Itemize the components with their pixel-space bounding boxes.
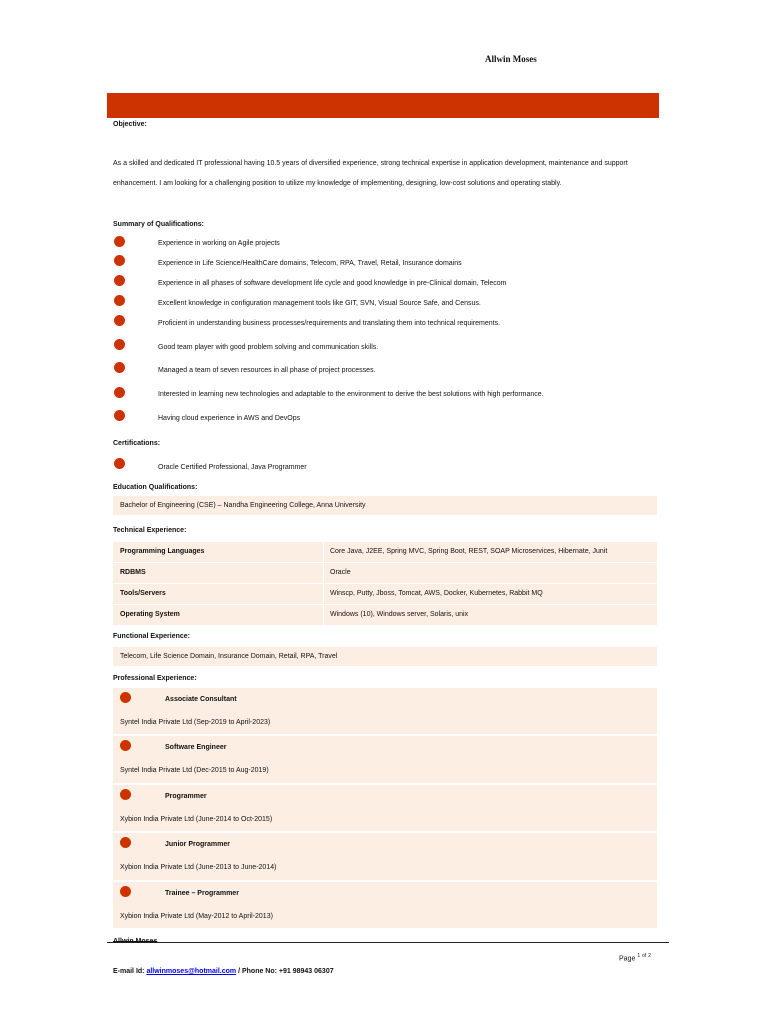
job-title: Trainee – Programmer [165, 890, 239, 897]
tech-label: Programming Languages [120, 548, 205, 555]
tech-value: Winscp, Putty, Jboss, Tomcat, AWS, Docker, Kubernetes, Rabbit MQ [330, 590, 543, 597]
functional-value: Telecom, Life Science Domain, Insurance Domain, Retail, RPA, Travel [120, 653, 338, 660]
bullet-icon [114, 315, 125, 326]
table-row [113, 584, 657, 604]
objective-text-line-1: As a skilled and dedicated IT professional having 10.5 years of diversified experience, strong technical expertise in application development, maintenance and support [113, 160, 628, 167]
summary-item: Experience in all phases of software development life cycle and good knowledge in pre-Clinical domain, Telecom [158, 280, 507, 287]
job-company: Syntel India Private Ltd (Dec-2015 to Aug-2019) [120, 767, 269, 774]
summary-item: Excellent knowledge in configuration management tools like GIT, SVN, Visual Source Safe, and Census. [158, 300, 481, 307]
job-title: Associate Consultant [165, 696, 237, 703]
bullet-icon [120, 740, 131, 751]
experience-item [113, 833, 657, 880]
summary-heading: Summary of Qualifications: [113, 221, 205, 228]
bullet-icon [114, 410, 125, 421]
tech-value: Oracle [330, 569, 351, 576]
job-title: Programmer [165, 793, 207, 800]
bullet-icon [120, 886, 131, 897]
summary-item: Experience in Life Science/HealthCare domains, Telecom, RPA, Travel, Retail, Insurance domains [158, 260, 462, 267]
summary-item: Managed a team of seven resources in all phase of project processes. [158, 367, 376, 374]
table-row [113, 605, 657, 625]
contact-info [113, 968, 334, 975]
bullet-icon [120, 837, 131, 848]
experience-item [113, 882, 657, 928]
cell-divider [323, 584, 324, 604]
cell-divider [323, 605, 324, 625]
technical-table [113, 542, 657, 626]
email-link[interactable]: allwinmoses@hotmail.com [146, 968, 237, 975]
tech-label: Tools/Servers [120, 590, 166, 597]
tech-label: Operating System [120, 611, 180, 618]
page-current: 1 [637, 953, 641, 959]
table-row [113, 563, 657, 583]
job-company: Xybion India Private Ltd (June-2014 to Oct-2015) [120, 816, 273, 823]
education-value: Bachelor of Engineering (CSE) – Nandha Engineering College, Anna University [120, 502, 366, 509]
page-of: of [642, 953, 647, 959]
cell-divider [323, 563, 324, 583]
education-row [113, 496, 657, 515]
experience-item [113, 785, 657, 831]
bullet-icon [120, 692, 131, 703]
summary-item: Proficient in understanding business processes/requirements and translating them into technical requirements. [158, 320, 501, 327]
table-row [113, 542, 657, 562]
job-company: Syntel India Private Ltd (Sep-2019 to April-2023) [120, 719, 271, 726]
bullet-icon [114, 339, 125, 350]
bullet-icon [114, 236, 125, 247]
email-label: E-mail Id: [113, 968, 147, 975]
summary-item: Good team player with good problem solving and communication skills. [158, 344, 379, 351]
page-label: Page [619, 955, 636, 963]
bullet-icon [120, 789, 131, 800]
professional-heading: Professional Experience: [113, 675, 197, 682]
summary-item: Having cloud experience in AWS and DevOps [158, 415, 301, 422]
phone-text: / Phone No: +91 98943 06307 [236, 968, 334, 975]
functional-row [113, 647, 657, 666]
bullet-icon [114, 458, 125, 469]
page-number [619, 953, 651, 962]
tech-value: Windows (10), Windows server, Solaris, unix [330, 611, 469, 618]
job-company: Xybion India Private Ltd (June-2013 to June-2014) [120, 864, 277, 871]
bullet-icon [114, 255, 125, 266]
summary-item: Interested in learning new technologies and adaptable to the environment to derive the best solutions with high performance. [158, 391, 544, 398]
functional-heading: Functional Experience: [113, 633, 191, 640]
tech-value: Core Java, J2EE, Spring MVC, Spring Boot, REST, SOAP Microservices, Hibernate, Junit [330, 548, 608, 555]
summary-item: Experience in working on Agile projects [158, 240, 280, 247]
objective-heading: Objective: [113, 121, 147, 128]
bullet-icon [114, 387, 125, 398]
job-company: Xybion India Private Ltd (May-2012 to April-2013) [120, 913, 273, 920]
page-total: 2 [648, 953, 651, 959]
job-title: Software Engineer [165, 744, 227, 751]
certification-item: Oracle Certified Professional, Java Programmer [158, 464, 307, 471]
education-heading: Education Qualifications: [113, 484, 198, 491]
bullet-icon [114, 295, 125, 306]
objective-text-line-2: enhancement. I am looking for a challenging position to utilize my knowledge of implementing, designing, low-cost solutions and operating stably. [113, 180, 562, 187]
experience-item [113, 736, 657, 783]
footer-divider [107, 942, 669, 943]
header-accent-bar [107, 93, 659, 118]
certifications-heading: Certifications: [113, 440, 161, 447]
cell-divider [323, 542, 324, 562]
bullet-icon [114, 362, 125, 373]
resume-header-name: Allwin Moses [485, 54, 537, 64]
technical-heading: Technical Experience: [113, 527, 187, 534]
job-title: Junior Programmer [165, 841, 230, 848]
experience-item [113, 688, 657, 734]
bullet-icon [114, 275, 125, 286]
tech-label: RDBMS [120, 569, 146, 576]
